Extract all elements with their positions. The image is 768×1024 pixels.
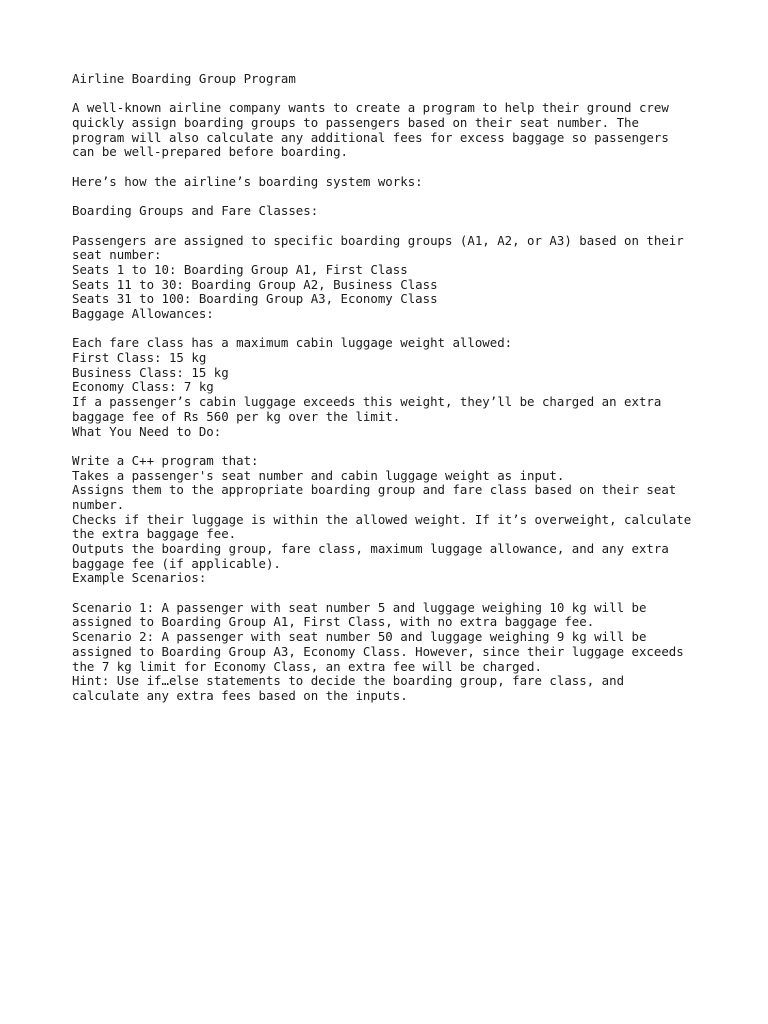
text-line: Seats 1 to 10: Boarding Group A1, First Class [72,261,408,277]
text-line: assigned to Boarding Group A3, Economy Class. However, since their luggage exceeds [72,643,684,659]
spacer [72,160,712,175]
text-line: seat number: [72,247,162,263]
spacer [72,439,712,454]
text-line: Scenario 2: A passenger with seat number 50 and luggage weighing 9 kg will be [72,629,647,645]
spacer [72,322,712,337]
text-line: can be well-prepared before boarding. [72,144,349,160]
baggage-section [72,336,712,439]
text-line: the 7 kg limit for Economy Class, an extra fee will be charged. [72,658,542,674]
spacer [72,87,712,102]
text-line: Economy Class: 7 kg [72,379,214,395]
document-title: Airline Boarding Group Program [72,71,296,86]
text-line: Seats 31 to 100: Boarding Group A3, Economy Class [72,291,438,307]
document-page [72,72,712,704]
text-line: baggage fee of Rs 560 per kg over the limit. [72,408,401,424]
text-line: assigned to Boarding Group A1, First Class, with no extra baggage fee. [72,614,595,630]
text-line: Scenario 1: A passenger with seat number 5 and luggage weighing 10 kg will be [72,599,647,615]
text-line: If a passenger’s cabin luggage exceeds this weight, they’ll be charged an extra [72,394,662,410]
scenario-section [72,601,712,704]
text-line: baggage fee (if applicable). [72,555,281,571]
scenarios-heading: Example Scenarios: [72,570,207,586]
text-line: Takes a passenger's seat number and cabin luggage weight as input. [72,467,565,483]
text-line: Each fare class has a maximum cabin luggage weight allowed: [72,335,513,351]
task-section [72,454,712,586]
hint-line: Hint: Use if…else statements to decide the boarding group, fare class, and [72,673,625,689]
intro-paragraph [72,101,712,160]
text-line: number. [72,496,125,512]
text-line: program will also calculate any additional fees for excess baggage so passengers [72,129,669,145]
text-line: Business Class: 15 kg [72,364,229,380]
text-line: Checks if their luggage is within the allowed weight. If it’s overweight, calculate [72,511,692,527]
text-line: quickly assign boarding groups to passengers based on their seat number. The [72,115,639,131]
spacer [72,190,712,205]
baggage-heading: Baggage Allowances: [72,306,214,321]
task-heading: What You Need to Do: [72,423,222,439]
text-line: Outputs the boarding group, fare class, maximum luggage allowance, and any extra [72,541,669,556]
text-line: the extra baggage fee. [72,526,237,542]
text-line: Seats 11 to 30: Boarding Group A2, Business Class [72,276,438,292]
text-line: First Class: 15 kg [72,350,207,366]
how-it-works-line: Here’s how the airline’s boarding system works: [72,173,423,189]
boarding-section [72,234,712,322]
text-line: Write a C++ program that: [72,452,259,468]
text-line: Assigns them to the appropriate boarding group and fare class based on their seat [72,482,677,498]
spacer [72,219,712,234]
hint-line: calculate any extra fees based on the inputs. [72,687,408,703]
text-line: A well-known airline company wants to create a program to help their ground crew [72,100,669,116]
boarding-heading: Boarding Groups and Fare Classes: [72,203,319,219]
spacer [72,586,712,601]
text-line: Passengers are assigned to specific boarding groups (A1, A2, or A3) based on their [72,232,684,248]
